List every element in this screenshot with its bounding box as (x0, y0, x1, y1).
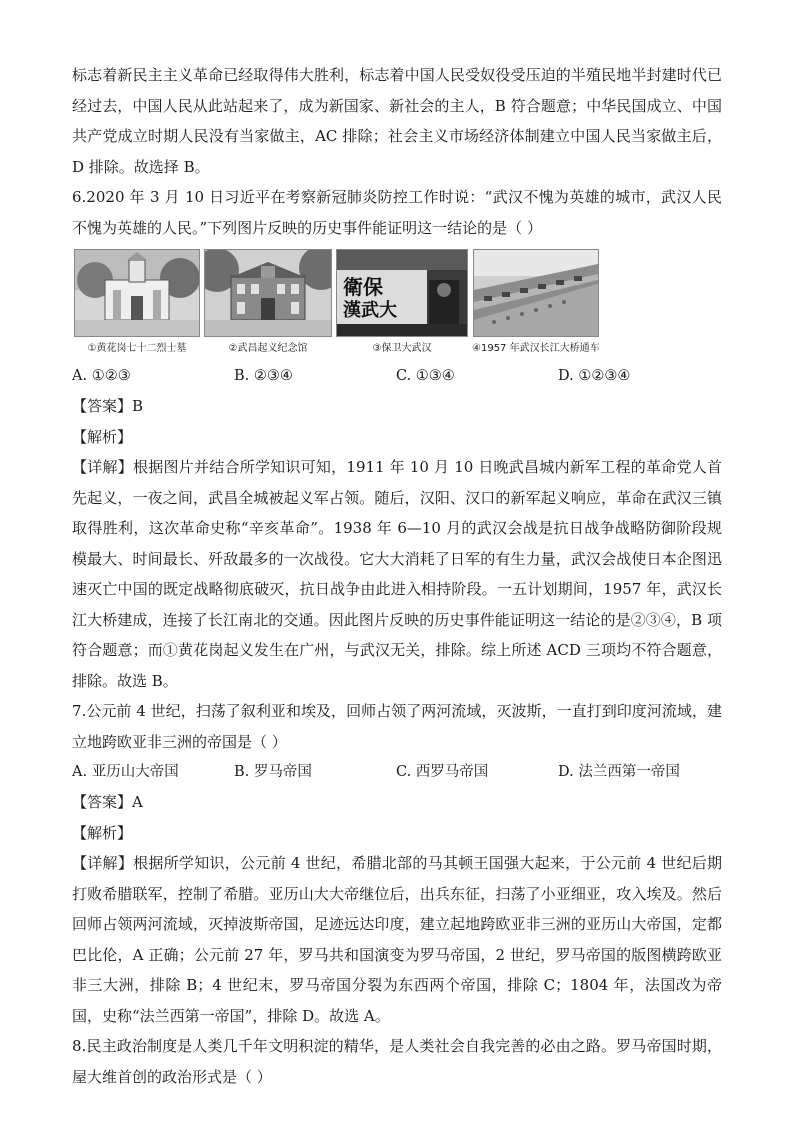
figure-1-caption: ①黄花岗七十二烈士墓 (87, 343, 187, 354)
q6-answer: 【答案】B (72, 397, 144, 415)
q7-option-a: A. 亚历山大帝国 (72, 764, 179, 780)
memorial-hall-photo (204, 249, 332, 337)
figure-3-caption: ③保卫大武汉 (372, 343, 432, 354)
q6-option-d: D. ①②③④ (558, 368, 631, 384)
figure-2-caption: ②武昌起义纪念馆 (228, 343, 308, 354)
q6-option-b: B. ②③④ (234, 368, 293, 384)
q7-answer: 【答案】A (72, 793, 143, 811)
figure-1 (74, 249, 200, 357)
q7-detail: 【详解】根据所学知识，公元前 4 世纪，希腊北部的马其顿王国强大起来，于公元前 4 世纪后期打败希腊联军，控制了希腊。亚历山大大帝继位后，出兵东征，扫荡了小亚细亚，攻入埃及。然后回师占领两河流域，灭掉波斯帝国，足迹远达印度，建立起地跨欧亚非三洲的亚历山大帝国，定都巴比伦，A 正确；公元前 27 年，罗马共和国演变为罗马帝国，2 世纪，罗马帝国的版图横跨欧亚非三大洲，排除 B；4 世纪末，罗马帝国分裂为东西两个帝国，排除 C；1804 年，法国改为帝国，史称“法兰西第一帝国”，排除 D。故选 A。 (72, 854, 722, 1025)
q7-option-d: D. 法兰西第一帝国 (558, 764, 680, 780)
q6-options (72, 361, 722, 391)
figure-2 (204, 249, 332, 357)
q7-analysis-label: 【解析】 (72, 823, 133, 842)
q6-option-a: A. ①②③ (72, 368, 131, 384)
document-page (72, 60, 722, 1092)
figure-4 (472, 249, 600, 357)
q6-stem: 6.2020 年 3 月 10 日习近平在考察新冠肺炎防控工作时说：“武汉不愧为英雄的城市，武汉人民不愧为英雄的人民。”下列图片反映的历史事件能证明这一结论的是（ ） (72, 188, 722, 237)
q7-options (72, 757, 722, 787)
figure-3 (336, 249, 468, 357)
q7-stem: 7.公元前 4 世纪，扫荡了叙利亚和埃及，回师占领了两河流域，灭波斯，一直打到印度河流域，建立地跨欧亚非三洲的帝国是（ ） (72, 702, 722, 751)
q6-analysis-label: 【解析】 (72, 427, 133, 446)
defend-wuhan-photo (336, 249, 468, 337)
q7-option-c: C. 西罗马帝国 (396, 764, 489, 780)
q6-figures (74, 249, 722, 357)
figure-4-caption: ④1957 年武汉长江大桥通车 (472, 343, 600, 354)
q6-detail: 【详解】根据图片并结合所学知识可知，1911 年 10 月 10 日晚武昌城内新军工程的革命党人首先起义，一夜之间，武昌全城被起义军占领。随后，汉阳、汉口的新军起义响应，革命在武汉三镇取得胜利，这次革命史称“辛亥革命”。1938 年 6—10 月的武汉会战是抗日战争战略防御阶段规模最大、时间最长、歼敌最多的一次战役。它大大消耗了日军的有生力量，武汉会战使日本企图迅速灭亡中国的既定战略彻底破灭，抗日战争由此进入相持阶段。一五计划期间，1957 年，武汉长江大桥建成，连接了长江南北的交通。因此图片反映的历史事件能证明这一结论的是②③④，B 项符合题意；而①黄花岗起义发生在广州，与武汉无关，排除。综上所述 ACD 三项均不符合题意，排除。故选 B。 (72, 458, 722, 690)
intro-paragraph: 标志着新民主主义革命已经取得伟大胜利，标志着中国人民受奴役受压迫的半殖民地半封建时代已经过去，中国人民从此站起来了，成为新国家、新社会的主人，B 符合题意；中华民国成立、中国共产党成立时期人民没有当家做主，AC 排除；社会主义市场经济体制建立中国人民当家做主后，D 排除。故选择 B。 (72, 66, 722, 176)
sign-text-line-2: 漢武大 (343, 300, 397, 321)
bridge-photo (473, 249, 599, 337)
sign-text-line-1: 衛保 (343, 275, 383, 299)
q6-option-c: C. ①③④ (396, 368, 455, 384)
q8-stem: 8.民主政治制度是人类几千年文明积淀的精华，是人类社会自我完善的必由之路。罗马帝国时期，屋大维首创的政治形式是（ ） (72, 1037, 722, 1086)
q7-option-b: B. 罗马帝国 (234, 764, 312, 780)
mausoleum-photo (74, 249, 200, 337)
